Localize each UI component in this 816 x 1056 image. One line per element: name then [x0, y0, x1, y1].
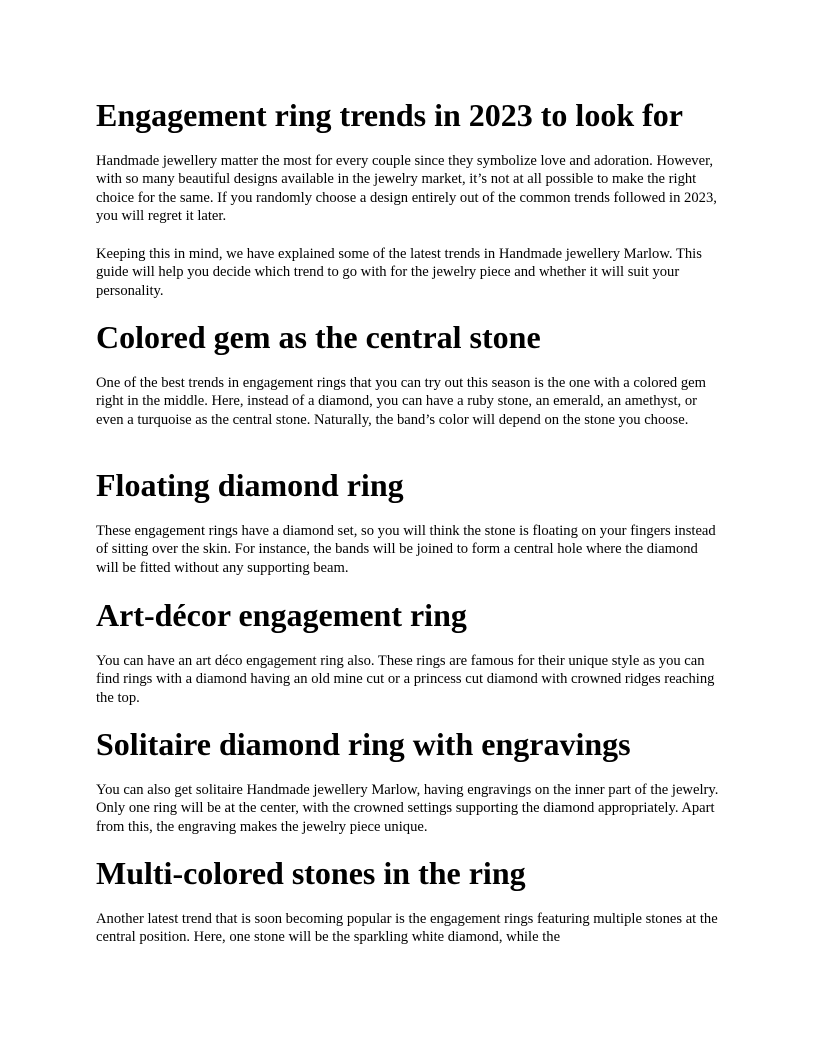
section-body-floating-diamond: These engagement rings have a diamond set, so you will think the stone is floating on your fingers instead of sitting over the skin. For instance, the bands will be joined to form a central hole where the diamond will be fitted without any supporting beam.	[96, 523, 716, 576]
section-heading-multi-colored: Multi-colored stones in the ring	[96, 855, 526, 891]
section-body-multi-colored: Another latest trend that is soon becoming popular is the engagement rings featuring multiple stones at the central position. Here, one stone will be the sparkling white diamond, while the	[96, 911, 718, 946]
section-body-colored-gem: One of the best trends in engagement rings that you can try out this season is the one with a colored gem right in the middle. Here, instead of a diamond, you can have a ruby stone, an emerald, an amethyst, or even a turquoise as the central stone. Naturally, the band’s color will depend on the stone you choose.	[96, 375, 706, 428]
intro-paragraph: Handmade jewellery matter the most for every couple since they symbolize love and adoration. However, with so many beautiful designs available in the jewelry market, it’s not at all possible to make the right choice for the same. If you randomly choose a design entirely out of the common trends followed in 2023, you will regret it later.	[96, 153, 717, 225]
section-heading-colored-gem: Colored gem as the central stone	[96, 319, 541, 355]
page-title: Engagement ring trends in 2023 to look for	[96, 97, 683, 133]
section-body-art-decor: You can have an art déco engagement ring also. These rings are famous for their unique style as you can find rings with a diamond having an old mine cut or a princess cut diamond with crowned ridges reaching the top.	[96, 653, 715, 706]
section-body-solitaire: You can also get solitaire Handmade jewellery Marlow, having engravings on the inner part of the jewelry. Only one ring will be at the center, with the crowned settings supporting the diamond appropriately. Apart from this, the engraving makes the jewelry piece unique.	[96, 782, 719, 835]
section-heading-solitaire: Solitaire diamond ring with engravings	[96, 726, 631, 762]
section-heading-art-decor: Art-décor engagement ring	[96, 597, 467, 633]
section-heading-floating-diamond: Floating diamond ring	[96, 467, 404, 503]
intro-paragraph: Keeping this in mind, we have explained some of the latest trends in Handmade jewellery Marlow. This guide will help you decide which trend to go with for the jewelry piece and whether it will suit your personality.	[96, 246, 702, 299]
